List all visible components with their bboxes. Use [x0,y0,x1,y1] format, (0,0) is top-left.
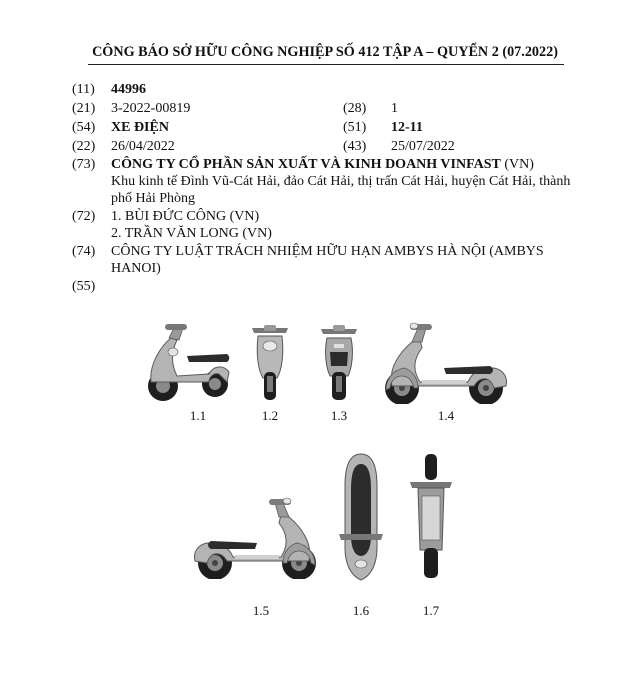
owner-country: (VN) [500,157,534,172]
author-1: 1. BÙI ĐỨC CÔNG (VN) [111,209,260,224]
field-code-54: (54) [72,120,96,135]
agent-line2: HANOI) [111,261,161,276]
locarno-class: 12-11 [391,120,423,135]
design-title: XE ĐIỆN [111,120,169,135]
application-number: 3-2022-00819 [111,101,191,116]
figure-1-4-drawing [382,322,512,404]
figure-label: 1.1 [189,408,207,423]
figure-label: 1.3 [330,408,348,423]
figure-label: 1.7 [422,603,440,618]
field-code-72: (72) [72,209,96,224]
field-code-73: (73) [72,157,96,172]
figure-label: 1.2 [261,408,279,423]
publication-date: 25/07/2022 [391,139,455,154]
field-code-55: (55) [72,279,96,294]
design-count: 1 [391,101,398,116]
owner-name: CÔNG TY CỔ PHẦN SẢN XUẤT VÀ KINH DOANH VINFAST [111,157,501,172]
figure-label: 1.6 [352,603,370,618]
owner-address-line1: Khu kinh tế Đình Vũ-Cát Hải, đảo Cát Hải, thị trấn Cát Hải, huyện Cát Hải, thành [111,174,571,189]
field-code-28: (28) [343,101,367,116]
owner-address-line2: phố Hải Phòng [111,191,195,206]
figure-1-7-drawing [408,452,454,582]
figure-1-3-drawing [318,322,360,402]
field-code-22: (22) [72,139,96,154]
figure-1-2-drawing [250,322,290,402]
figure-label: 1.4 [437,408,455,423]
figure-1-5-drawing [191,497,321,579]
bulletin-title: CÔNG BÁO SỞ HỮU CÔNG NGHIỆP SỐ 412 TẬP A – QUYỂN 2 (07.2022) [92,44,558,60]
agent-line1: CÔNG TY LUẬT TRÁCH NHIỆM HỮU HẠN AMBYS HÀ NỘI (AMBYS [111,244,544,259]
field-code-51: (51) [343,120,367,135]
filing-date: 26/04/2022 [111,139,175,154]
title-underline [88,64,564,65]
registration-number: 44996 [111,82,146,97]
figure-label: 1.5 [252,603,270,618]
field-code-11: (11) [72,82,95,97]
author-2: 2. TRẦN VĂN LONG (VN) [111,226,272,241]
figure-1-6-drawing [337,452,385,582]
field-code-43: (43) [343,139,367,154]
figure-1-1-drawing [143,322,233,404]
owner-line [111,157,534,173]
field-code-21: (21) [72,101,96,116]
field-code-74: (74) [72,244,96,259]
